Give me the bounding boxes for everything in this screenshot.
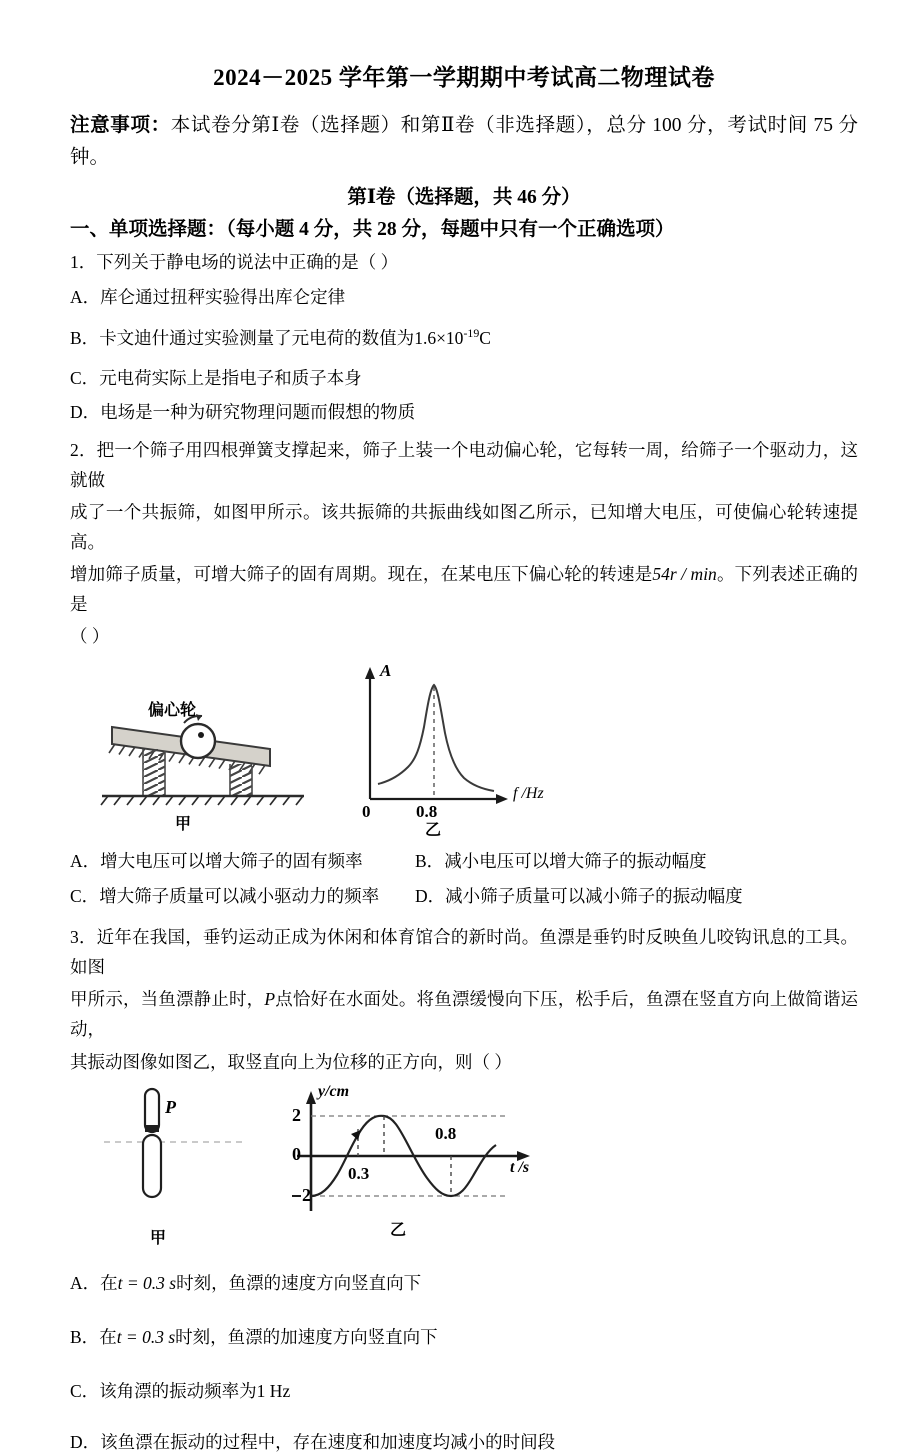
stem-text: 近年在我国，垂钓运动正成为休闲和体育馆合的新时尚。鱼漂是垂钓时反映鱼儿咬钩讯息的工具。如图 — [70, 927, 858, 978]
y-tick-zero: 0 — [292, 1143, 301, 1164]
question-1-number: 1． — [70, 252, 97, 273]
question-3-stem-line-2 — [70, 984, 858, 1044]
spring-left — [143, 749, 165, 796]
option-prefix: 在 — [100, 1272, 118, 1293]
stem-text-a: 甲所示，当鱼漂静止时， — [70, 989, 265, 1010]
formula-base: 1.6×10 — [414, 327, 464, 348]
formula-exponent: -19 — [463, 325, 480, 340]
question-3-option-d[interactable] — [70, 1428, 858, 1456]
question-3 — [70, 922, 858, 1456]
option-label: D． — [70, 1431, 101, 1452]
resonance-curve-line — [378, 685, 494, 791]
option-text: 该鱼漂在振动的过程中，存在速度和加速度均减小的时间段 — [100, 1431, 556, 1452]
option-label: C． — [70, 368, 100, 389]
resonance-y-axis-label: A — [380, 661, 392, 681]
section-heading: 第Ⅰ卷（选择题，共 46 分） — [347, 187, 581, 209]
option-prefix: 在 — [99, 1326, 117, 1347]
question-group-heading: 一、单项选择题：（每小题 4 分，共 28 分，每题中只有一个正确选项） — [70, 219, 675, 241]
question-3-figure — [70, 1082, 858, 1257]
question-1-stem — [70, 247, 858, 277]
stem-text-c: 。下列表述正确的是 — [70, 564, 858, 615]
option-math: t = 0.3 s — [117, 1272, 177, 1293]
resonance-x-axis-label: f /Hz — [513, 785, 544, 803]
question-1-option-c[interactable] — [70, 364, 858, 392]
question-1-option-a[interactable] — [70, 283, 858, 311]
notice-text: 本试卷分第Ⅰ卷（选择题）和第Ⅱ卷（非选择题），总分 100 分，考试时间 75 分钟。 — [70, 115, 858, 168]
option-text: 该角漂的振动频率为1 Hz — [99, 1381, 291, 1402]
question-3-stem-line-1 — [70, 922, 858, 982]
option-text: 时刻，鱼漂的加速度方向竖直向下 — [175, 1326, 438, 1347]
option-text: 增大筛子质量可以减小驱动力的频率 — [99, 885, 380, 906]
option-label: A． — [70, 851, 101, 872]
notice-label: 注意事项： — [70, 115, 171, 137]
question-2-option-b[interactable] — [415, 847, 858, 875]
question-3-number: 3． — [70, 927, 97, 948]
figure-jia-caption: 甲 — [175, 816, 192, 834]
question-1-option-d[interactable] — [70, 398, 858, 426]
t-label-0-3: 0.3 — [348, 1163, 370, 1183]
resonance-peak-tick-label: 0.8 — [416, 802, 438, 822]
stem-text-c: 点恰好在水面处。将鱼漂缓慢向下压，松手后，鱼漂在竖直方向上做简谐运动， — [70, 989, 859, 1040]
option-math: t = 0.3 s — [116, 1326, 176, 1347]
question-2-number: 2． — [70, 439, 97, 460]
question-3-stem-line-3: 其振动图像如图乙，取竖直向上为位移的正方向，则（ ） — [70, 1051, 512, 1072]
question-3-option-b[interactable] — [70, 1323, 858, 1351]
option-label: D． — [70, 402, 101, 423]
rotation-speed-value: 54r / min — [652, 564, 717, 585]
question-2-stem-line-1 — [70, 435, 858, 495]
question-2-options-row-1 — [70, 847, 858, 875]
question-2-stem-line-4: （ ） — [70, 626, 110, 647]
option-text: 减小电压可以增大筛子的振动幅度 — [444, 851, 707, 872]
question-2-option-c[interactable] — [70, 882, 415, 910]
question-2 — [70, 435, 858, 910]
y-tick-negative-2: 2 — [292, 1185, 311, 1206]
float-point-marker — [145, 1125, 159, 1132]
question-2-option-d[interactable] — [415, 882, 858, 910]
option-text: 减小筛子质量可以减小筛子的振动幅度 — [445, 885, 743, 906]
y-tick-positive-2: 2 — [292, 1104, 301, 1125]
option-label: A． — [70, 1272, 101, 1293]
figure-yi-caption: 乙 — [390, 1221, 407, 1239]
question-2-figure — [70, 659, 858, 841]
question-2-stem-line-3 — [70, 559, 858, 619]
option-label: A． — [70, 287, 101, 308]
question-3-option-c[interactable] — [70, 1377, 858, 1405]
option-text: 电场是一种为研究物理问题而假想的物质 — [100, 402, 416, 423]
sieve-apparatus-diagram — [88, 665, 338, 815]
option-label: B． — [415, 851, 445, 872]
formula-unit: C — [479, 327, 491, 348]
chart-x-axis-label: t /s — [510, 1158, 530, 1176]
resonance-origin-label: 0 — [362, 802, 371, 822]
exam-notice — [70, 110, 858, 173]
eccentric-wheel-icon — [181, 714, 215, 758]
option-text: 卡文迪什通过实验测量了元电荷的数值为 — [99, 327, 415, 348]
question-2-options-row-2 — [70, 882, 858, 910]
option-text: 元电荷实际上是指电子和质子本身 — [99, 368, 362, 389]
option-b-formula — [414, 325, 491, 348]
float-point-label: P — [165, 1096, 176, 1117]
ground-hatching — [101, 796, 304, 805]
figure-jia-caption: 甲 — [150, 1229, 167, 1247]
question-1 — [70, 247, 858, 426]
eccentric-wheel-label: 偏心轮 — [148, 702, 197, 720]
option-text: 增大电压可以增大筛子的固有频率 — [100, 851, 363, 872]
t-label-0-8: 0.8 — [435, 1123, 457, 1143]
question-1-stem-text: 下列关于静电场的说法中正确的是（ ） — [96, 252, 399, 273]
displacement-time-chart — [275, 1082, 575, 1225]
stem-text: 把一个筛子用四根弹簧支撑起来，筛子上装一个电动偏心轮，它每转一周，给筛子一个驱动力，这就做 — [70, 439, 858, 490]
stem-text-a: 增加筛子质量，可增大筛子的固有周期。现在，在某电压下偏心轮的转速是 — [70, 564, 653, 585]
option-label: C． — [70, 1381, 100, 1402]
float-body — [143, 1135, 161, 1197]
figure-yi-caption: 乙 — [425, 822, 442, 840]
option-text: 时刻，鱼漂的速度方向竖直向下 — [176, 1272, 422, 1293]
option-label: B． — [70, 327, 100, 348]
option-label: C． — [70, 885, 100, 906]
spring-right — [230, 764, 252, 796]
option-label: B． — [70, 1326, 100, 1347]
question-2-option-a[interactable] — [70, 847, 415, 875]
option-text: 库仑通过扭秤实验得出库仑定律 — [100, 287, 346, 308]
chart-y-axis-label: y/cm — [318, 1082, 350, 1100]
question-2-stem-line-2: 成了一个共振筛，如图甲所示。该共振筛的共振曲线如图乙所示，已知增大电压，可使偏心轮转速提高。 — [70, 502, 858, 553]
point-p-symbol: P — [264, 989, 276, 1010]
question-1-option-b[interactable] — [70, 324, 858, 352]
option-label: D． — [415, 885, 446, 906]
page-title: 2024－2025 学年第一学期期中考试高二物理试卷 — [213, 65, 715, 90]
question-3-option-a[interactable] — [70, 1269, 858, 1297]
